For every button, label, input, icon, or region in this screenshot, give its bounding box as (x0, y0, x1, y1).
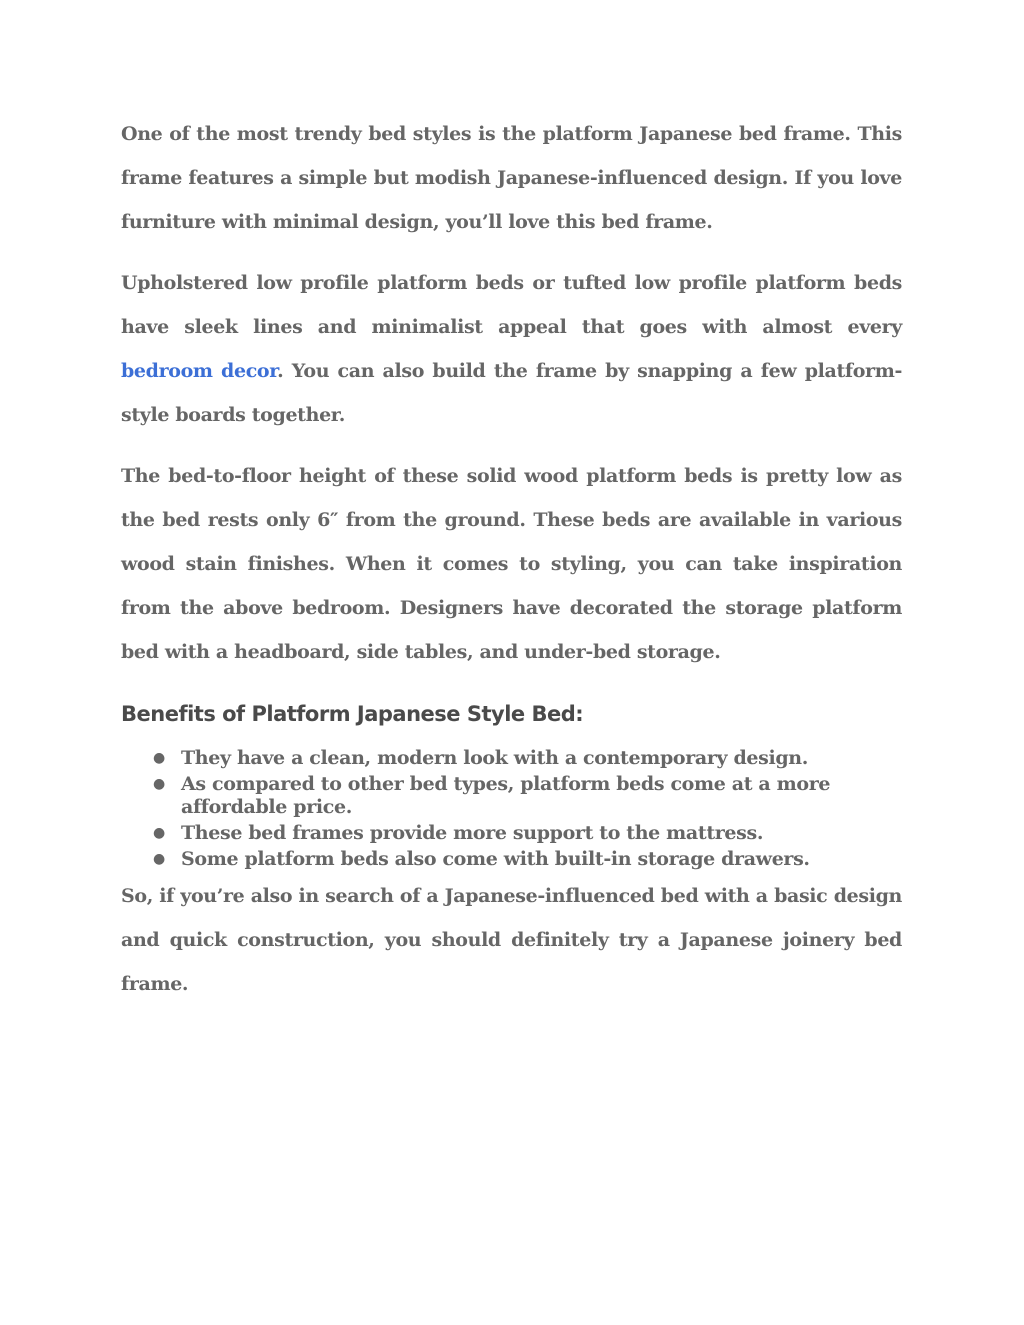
bullet-icon: ● (153, 825, 165, 841)
list-item-text: Some platform beds also come with built-in storage drawers. (181, 848, 810, 870)
paragraph-upholstered-text-after: . You can also build the frame by snapping a few platform-style boards together. (121, 360, 902, 426)
list-item-text: As compared to other bed types, platform beds come at a more affordable price. (181, 773, 831, 818)
list-item (121, 822, 902, 845)
list-item (121, 848, 902, 871)
benefits-list (121, 747, 902, 871)
paragraph-intro: One of the most trendy bed styles is the platform Japanese bed frame. This frame features a simple but modish Japanese-influenced design. If you love furniture with minimal design, you’ll love this bed frame. (121, 123, 902, 233)
list-item (121, 773, 902, 819)
bullet-icon: ● (153, 851, 165, 867)
paragraph-closing: So, if you’re also in search of a Japanese-influenced bed with a basic design and quick construction, you should definitely try a Japanese joinery bed frame. (121, 885, 902, 995)
paragraph-upholstered-text-before: Upholstered low profile platform beds or tufted low profile platform beds have sleek lines and minimalist appeal that goes with almost every (121, 272, 902, 338)
paragraph-height: The bed-to-floor height of these solid wood platform beds is pretty low as the bed rests only 6″ from the ground. These beds are available in various wood stain finishes. When it comes to styling, you can take inspiration from the above bedroom. Designers have decorated the storage platform bed with a headboard, side tables, and under-bed storage. (121, 465, 902, 663)
paragraph-upholstered (121, 261, 902, 437)
bedroom-decor-link[interactable]: bedroom decor (121, 360, 278, 382)
benefits-heading: Benefits of Platform Japanese Style Bed: (121, 702, 584, 726)
document-page (121, 112, 902, 1006)
list-item (121, 747, 902, 770)
bullet-icon: ● (153, 750, 165, 766)
bullet-icon: ● (153, 776, 165, 792)
list-item-text: They have a clean, modern look with a contemporary design. (181, 747, 809, 769)
list-item-text: These bed frames provide more support to the mattress. (181, 822, 764, 844)
